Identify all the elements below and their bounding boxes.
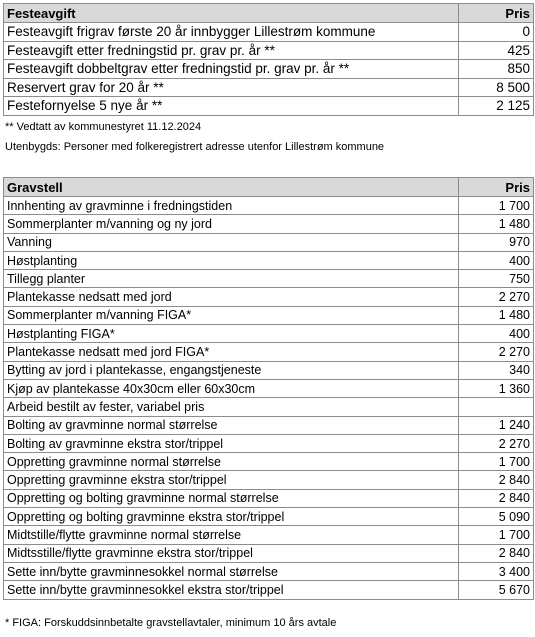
service-label: Sommerplanter m/vanning og ny jord (4, 215, 459, 233)
price-value: 2 270 (459, 288, 534, 306)
service-label: Bolting av gravminne normal størrelse (4, 416, 459, 434)
gravstell-row (4, 288, 534, 306)
price-value: 340 (459, 361, 534, 379)
service-label: Plantekasse nedsatt med jord (4, 288, 459, 306)
service-label: Oppretting gravminne ekstra stor/trippel (4, 471, 459, 489)
gravstell-row (4, 233, 534, 251)
service-label: Festeavgift frigrav første 20 år innbygger Lillestrøm kommune (4, 23, 459, 42)
price-value: 2 125 (459, 97, 534, 116)
price-value: 2 840 (459, 471, 534, 489)
price-value: 2 840 (459, 489, 534, 507)
gravstell-row (4, 270, 534, 288)
price-value: 1 480 (459, 306, 534, 324)
service-label: Høstplanting (4, 251, 459, 269)
price-value: 400 (459, 251, 534, 269)
price-value: 3 400 (459, 562, 534, 580)
festeavgift-header: Festeavgift (4, 4, 459, 23)
service-label: Sette inn/bytte gravminnesokkel ekstra stor/trippel (4, 581, 459, 599)
price-value: 1 700 (459, 453, 534, 471)
service-label: Kjøp av plantekasse 40x30cm eller 60x30cm (4, 379, 459, 397)
gravstell-row (4, 215, 534, 233)
gravstell-row (4, 526, 534, 544)
price-value: 2 270 (459, 343, 534, 361)
festeavgift-row (4, 23, 534, 42)
gravstell-row (4, 562, 534, 580)
gravstell-row (4, 325, 534, 343)
service-label: Plantekasse nedsatt med jord FIGA* (4, 343, 459, 361)
gravstell-row (4, 251, 534, 269)
gravstell-row (4, 197, 534, 215)
service-label: Bytting av jord i plantekasse, engangstjeneste (4, 361, 459, 379)
festeavgift-row (4, 60, 534, 79)
gravstell-row (4, 361, 534, 379)
service-label: Sette inn/bytte gravminnesokkel normal størrelse (4, 562, 459, 580)
service-label: Festefornyelse 5 nye år ** (4, 97, 459, 116)
festeavgift-note-vedtatt: ** Vedtatt av kommunestyret 11.12.2024 (5, 121, 202, 133)
service-label: Oppretting og bolting gravminne normal størrelse (4, 489, 459, 507)
price-value: 970 (459, 233, 534, 251)
service-label: Midtstille/flytte gravminne normal størrelse (4, 526, 459, 544)
gravstell-header: Gravstell (4, 178, 459, 197)
price-value: 5 090 (459, 508, 534, 526)
gravstell-row (4, 489, 534, 507)
festeavgift-table (3, 3, 534, 116)
festeavgift-row (4, 97, 534, 116)
price-value: 2 270 (459, 434, 534, 452)
price-value: 400 (459, 325, 534, 343)
price-value (459, 398, 534, 416)
price-value: 1 240 (459, 416, 534, 434)
gravstell-table (3, 177, 534, 600)
gravstell-row (4, 453, 534, 471)
gravstell-header-row (4, 178, 534, 197)
service-label: Sommerplanter m/vanning FIGA* (4, 306, 459, 324)
festeavgift-header-row (4, 4, 534, 23)
price-value: 850 (459, 60, 534, 79)
gravstell-row (4, 581, 534, 599)
price-value: 1 360 (459, 379, 534, 397)
service-label: Vanning (4, 233, 459, 251)
service-label: Oppretting og bolting gravminne ekstra stor/trippel (4, 508, 459, 526)
service-label: Bolting av gravminne ekstra stor/trippel (4, 434, 459, 452)
festeavgift-row (4, 78, 534, 97)
price-value: 1 700 (459, 197, 534, 215)
gravstell-row (4, 379, 534, 397)
service-label: Oppretting gravminne normal størrelse (4, 453, 459, 471)
festeavgift-row (4, 41, 534, 60)
service-label: Innhenting av gravminne i fredningstiden (4, 197, 459, 215)
price-value: 750 (459, 270, 534, 288)
price-value: 5 670 (459, 581, 534, 599)
gravstell-row (4, 398, 534, 416)
service-label: Tillegg planter (4, 270, 459, 288)
gravstell-row (4, 508, 534, 526)
gravstell-price-header: Pris (459, 178, 534, 197)
gravstell-note-figa: * FIGA: Forskuddsinnbetalte gravstellavtaler, minimum 10 års avtale (5, 617, 337, 629)
service-label: Festeavgift etter fredningstid pr. grav pr. år ** (4, 41, 459, 60)
service-label: Midtsstille/flytte gravminne ekstra stor/trippel (4, 544, 459, 562)
gravstell-row (4, 306, 534, 324)
festeavgift-note-utenbygds: Utenbygds: Personer med folkeregistrert adresse utenfor Lillestrøm kommune (5, 141, 385, 153)
service-label: Reservert grav for 20 år ** (4, 78, 459, 97)
gravstell-row (4, 471, 534, 489)
service-label: Festeavgift dobbeltgrav etter fredningstid pr. grav pr. år ** (4, 60, 459, 79)
price-value: 425 (459, 41, 534, 60)
price-value: 1 480 (459, 215, 534, 233)
price-value: 8 500 (459, 78, 534, 97)
price-value: 2 840 (459, 544, 534, 562)
gravstell-row (4, 416, 534, 434)
price-value: 0 (459, 23, 534, 42)
price-value: 1 700 (459, 526, 534, 544)
gravstell-row (4, 343, 534, 361)
service-label: Høstplanting FIGA* (4, 325, 459, 343)
gravstell-row (4, 544, 534, 562)
service-label: Arbeid bestilt av fester, variabel pris (4, 398, 459, 416)
gravstell-row (4, 434, 534, 452)
festeavgift-price-header: Pris (459, 4, 534, 23)
